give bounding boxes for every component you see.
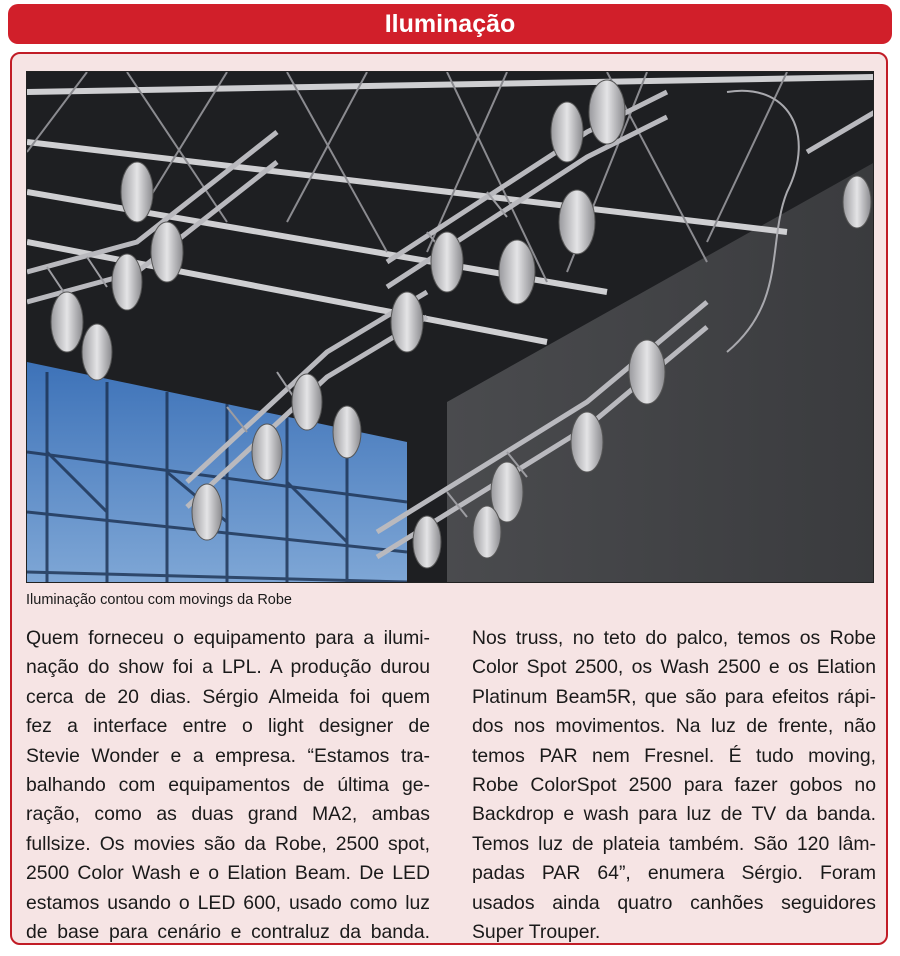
text-line: cerca de 20 dias. Sérgio Almeida foi quem [26,685,430,708]
text-line: ração, como as duas grand MA2, ambas [26,803,430,826]
text-line: Platinum Beam5R, que são para efeitos rápi- [472,685,876,708]
section-title: Iluminação [384,9,516,38]
text-line: fez a interface entre o light designer de [26,715,430,738]
text-line: temos PAR nem Fresnel. É tudo moving, [472,744,876,767]
text-line: Stevie Wonder e a empresa. “Estamos tra- [26,744,430,767]
article-column-left [26,624,430,947]
article-column-right [472,624,876,947]
text-line: dos nos movimentos. Na luz de frente, não [472,715,876,738]
text-line: estamos usando o LED 600, usado como luz [26,891,430,914]
text-line: usados ainda quatro canhões seguidores [472,891,876,914]
text-line: Backdrop e wash para luz de TV da banda. [472,803,876,826]
text-line: balhando com equipamentos de última ge- [26,774,430,797]
text-line: Quem forneceu o equipamento para a ilumi- [26,627,430,649]
section-header [8,4,892,44]
text-line: de base para cenário e contraluz da banda. [26,921,430,944]
text-line: padas PAR 64”, enumera Sérgio. Foram [472,862,876,885]
text-line: Color Spot 2500, os Wash 2500 e os Elation [472,656,876,679]
text-line: Robe ColorSpot 2500 para fazer gobos no [472,774,876,797]
text-line: 2500 Color Wash e o Elation Beam. De LED [26,862,430,885]
text-line: Nos truss, no teto do palco, temos os Robe [472,627,876,649]
lighting-photo [26,71,874,583]
text-line: Temos luz de plateia também. São 120 lâm- [472,832,876,855]
text-line: Super Trouper. [472,921,601,944]
text-line: nação do show foi a LPL. A produção durou [26,656,430,679]
text-line: fullsize. Os movies são da Robe, 2500 spot, [26,832,430,855]
photo-caption: Iluminação contou com movings da Robe [26,592,292,608]
